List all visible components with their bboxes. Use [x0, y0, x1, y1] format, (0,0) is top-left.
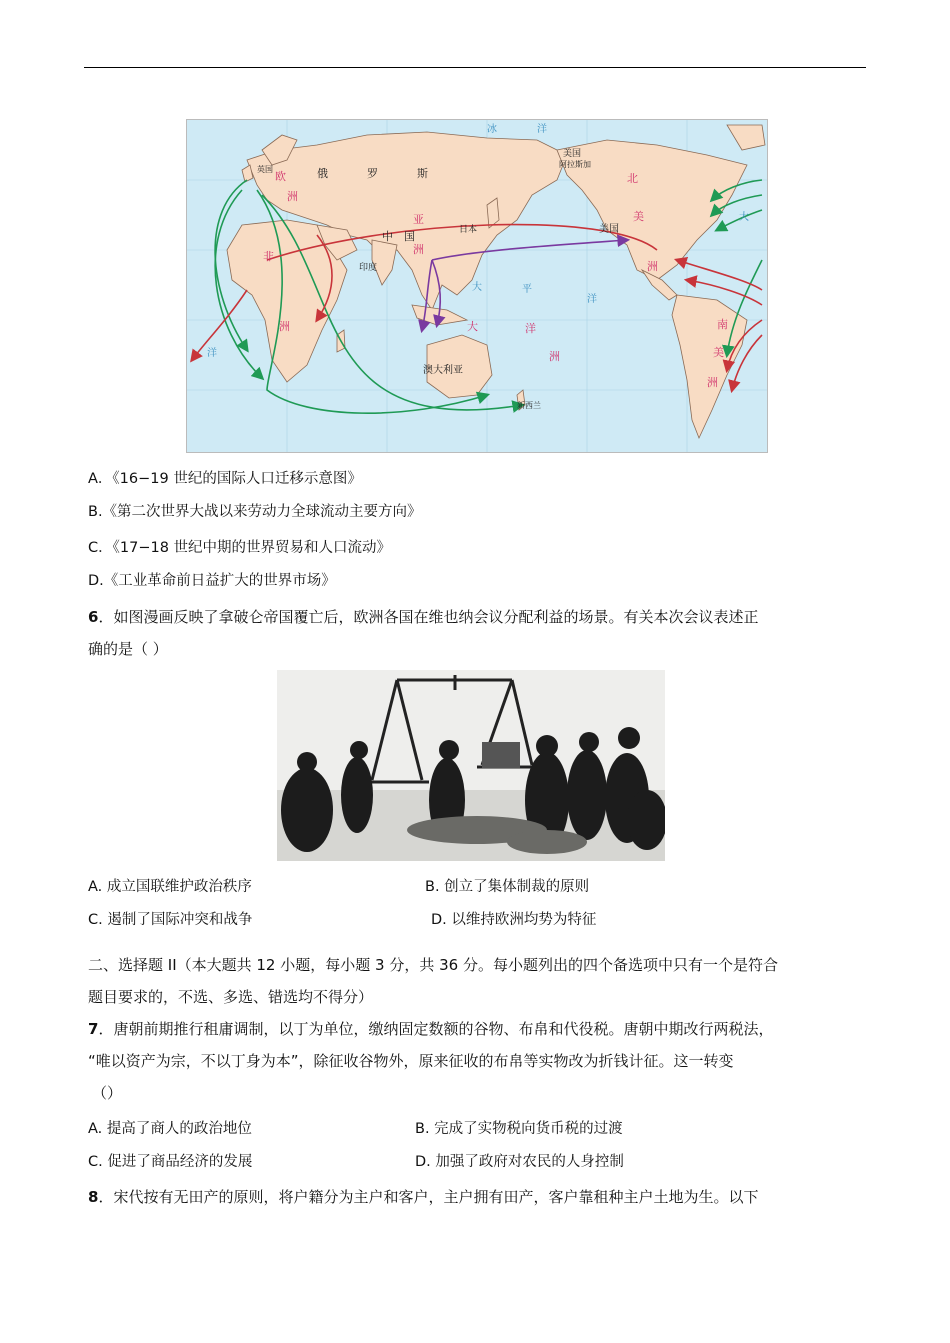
q6-text-1: ．如图漫画反映了拿破仑帝国覆亡后，欧洲各国在维也纳会议分配利益的场景。有关本次会议表述正 — [98, 608, 759, 626]
header-rule — [84, 67, 866, 68]
q6-option-d: D. 以维持欧洲均势为特征 — [431, 912, 597, 928]
q5-option-c: C．《17−18 世纪中期的世界贸易和人口流动》 — [88, 540, 392, 556]
map-label-alaska-1: 美国 — [563, 149, 582, 159]
map-label-uk: 英国 — [257, 165, 273, 174]
map-label-alaska-2: 阿拉斯加 — [559, 160, 591, 169]
map-label-oceania-1: 大 — [467, 320, 478, 333]
q6-option-c: C. 遏制了国际冲突和战争 — [88, 912, 253, 928]
map-label-china: 中 国 — [382, 230, 415, 243]
map-label-south-1: 南 — [717, 318, 728, 331]
map-label-oceania-2: 洋 — [525, 322, 536, 335]
map-ocean-big: 大 — [472, 282, 482, 293]
q7-text-3: （） — [92, 1084, 123, 1102]
q8-number: 8 — [88, 1188, 99, 1206]
q7-option-a: A. 提高了商人的政治地位 — [88, 1121, 252, 1137]
map-ocean-yang2: 洋 — [207, 348, 217, 359]
map-label-asia-1: 亚 — [413, 213, 424, 226]
map-label-europe-2: 洲 — [287, 190, 298, 203]
map-label-russia-1: 俄 — [317, 167, 328, 180]
q7-text-1: ．唐朝前期推行租庸调制，以丁为单位，缴纳固定数额的谷物、布帛和代役税。唐朝中期改行两税法， — [98, 1020, 774, 1038]
q5-option-a: A．《16−19 世纪的国际人口迁移示意图》 — [88, 471, 362, 487]
map-label-australia: 澳大利亚 — [423, 365, 463, 376]
map-label-nz: 新西兰 — [517, 401, 541, 410]
map-ice-2: 洋 — [537, 124, 547, 135]
q5-option-b: B.《第二次世界大战以来劳动力全球流动主要方向》 — [88, 504, 422, 520]
map-label-india: 印度 — [359, 263, 378, 273]
q6-option-b: B. 创立了集体制裁的原则 — [425, 879, 590, 895]
map-label-usa: 美国 — [599, 224, 619, 235]
map-ocean-ping: 平 — [522, 284, 532, 295]
q7-option-c: C. 促进了商品经济的发展 — [88, 1154, 253, 1170]
map-label-south-3: 洲 — [707, 376, 718, 389]
vienna-congress-cartoon — [277, 670, 665, 861]
q8-stem-line-1 — [88, 1187, 758, 1207]
q7-number: 7 — [88, 1020, 99, 1038]
q8-text-1: ．宋代按有无田产的原则，将户籍分为主户和客户，主户拥有田产，客户靠租种主户土地为生。以下 — [98, 1188, 759, 1206]
q6-text-2: 确的是（ ） — [88, 640, 168, 658]
q7-option-d: D. 加强了政府对农民的人身控制 — [415, 1154, 624, 1170]
map-ice: 冰 — [487, 124, 497, 135]
q7-text-2: “唯以资产为宗，不以丁身为本”，除征收谷物外，原来征收的布帛等实物改为折钱计征。这一转变 — [88, 1052, 734, 1070]
map-label-america-1: 美 — [633, 210, 644, 223]
q6-stem-line-1 — [88, 607, 758, 627]
map-label-oceania-3: 洲 — [549, 350, 560, 363]
world-migration-map — [186, 119, 768, 453]
q6-number: 6 — [88, 608, 99, 626]
map-ocean-yang: 洋 — [587, 294, 597, 305]
map-label-russia-2: 罗 — [367, 167, 378, 180]
map-label-north: 北 — [627, 172, 638, 185]
q7-option-b: B. 完成了实物税向货币税的过渡 — [415, 1121, 623, 1137]
map-label-america-2: 洲 — [647, 260, 658, 273]
q6-option-a: A. 成立国联维护政治秩序 — [88, 879, 252, 895]
map-label-africa-1: 非 — [263, 250, 274, 263]
section2-heading-line-2: 题目要求的，不选、多选、错选均不得分） — [88, 988, 374, 1006]
q7-stem-line-1 — [88, 1019, 773, 1039]
section2-heading-line-1: 二、选择题 II（本大题共 12 小题，每小题 3 分，共 36 分。每小题列出的四个备选项中只有一个是符合 — [88, 956, 778, 974]
map-label-south-2: 美 — [713, 346, 724, 359]
map-label-asia-2: 洲 — [413, 243, 424, 256]
map-label-africa-2: 洲 — [279, 320, 290, 333]
map-label-russia-3: 斯 — [417, 167, 428, 180]
q5-option-d: D.《工业革命前日益扩大的世界市场》 — [88, 573, 336, 589]
map-ocean-big2: 大 — [739, 212, 749, 223]
map-label-japan: 日本 — [459, 225, 478, 235]
map-label-europe-1: 欧 — [275, 170, 286, 183]
